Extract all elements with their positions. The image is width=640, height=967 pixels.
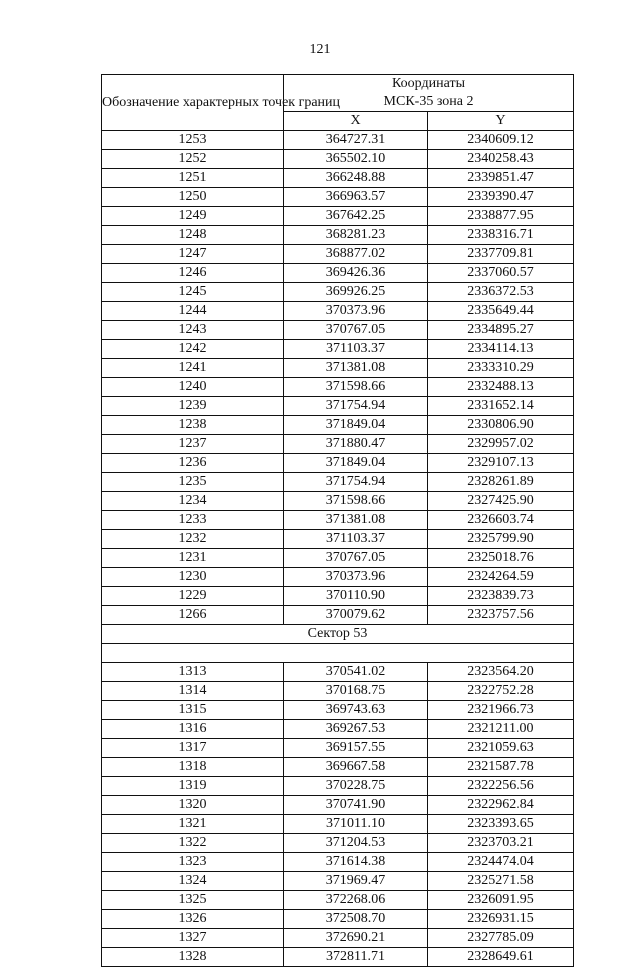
- table-row: [102, 815, 574, 834]
- x-value: 369667.58: [284, 758, 428, 777]
- x-value: 371204.53: [284, 834, 428, 853]
- y-value: 2326603.74: [428, 511, 574, 530]
- y-value: 2337709.81: [428, 245, 574, 264]
- y-value: 2321059.63: [428, 739, 574, 758]
- table-row: [102, 321, 574, 340]
- table-row: [102, 834, 574, 853]
- point-number: 1229: [102, 587, 284, 606]
- x-value: 371598.66: [284, 492, 428, 511]
- y-header: Y: [428, 112, 574, 131]
- x-value: 371969.47: [284, 872, 428, 891]
- x-value: 370373.96: [284, 302, 428, 321]
- table-row: [102, 739, 574, 758]
- y-value: 2322752.28: [428, 682, 574, 701]
- y-value: 2340609.12: [428, 131, 574, 150]
- table-row: [102, 587, 574, 606]
- point-number: 1233: [102, 511, 284, 530]
- y-value: 2333310.29: [428, 359, 574, 378]
- table-row: [102, 777, 574, 796]
- x-value: 365502.10: [284, 150, 428, 169]
- x-value: 371381.08: [284, 359, 428, 378]
- point-label-header: Обозначение характерных точек границ: [102, 75, 284, 131]
- table-row: [102, 511, 574, 530]
- point-number: 1247: [102, 245, 284, 264]
- y-value: 2329107.13: [428, 454, 574, 473]
- point-number: 1239: [102, 397, 284, 416]
- table-row: [102, 910, 574, 929]
- y-value: 2325271.58: [428, 872, 574, 891]
- y-value: 2327425.90: [428, 492, 574, 511]
- table-row: [102, 397, 574, 416]
- x-value: 371754.94: [284, 473, 428, 492]
- table-row: [102, 720, 574, 739]
- table-row: [102, 131, 574, 150]
- point-number: 1232: [102, 530, 284, 549]
- y-value: 2329957.02: [428, 435, 574, 454]
- y-value: 2335649.44: [428, 302, 574, 321]
- point-number: 1328: [102, 948, 284, 967]
- y-value: 2326931.15: [428, 910, 574, 929]
- x-value: 370767.05: [284, 321, 428, 340]
- table-row: [102, 340, 574, 359]
- table-body-part1: [102, 131, 574, 625]
- x-value: 370541.02: [284, 663, 428, 682]
- y-value: 2336372.53: [428, 283, 574, 302]
- x-header: X: [284, 112, 428, 131]
- y-value: 2331652.14: [428, 397, 574, 416]
- table-row: [102, 302, 574, 321]
- point-number: 1230: [102, 568, 284, 587]
- point-number: 1231: [102, 549, 284, 568]
- y-value: 2328261.89: [428, 473, 574, 492]
- table-row: [102, 169, 574, 188]
- section-label: Сектор 53: [102, 625, 574, 644]
- y-value: 2321587.78: [428, 758, 574, 777]
- y-value: 2321211.00: [428, 720, 574, 739]
- x-value: 372690.21: [284, 929, 428, 948]
- table-row: [102, 492, 574, 511]
- point-number: 1327: [102, 929, 284, 948]
- y-value: 2324474.04: [428, 853, 574, 872]
- page-number: 121: [309, 42, 331, 57]
- point-number: 1316: [102, 720, 284, 739]
- point-number: 1319: [102, 777, 284, 796]
- y-value: 2339851.47: [428, 169, 574, 188]
- empty-cell: [102, 644, 574, 663]
- point-number: 1324: [102, 872, 284, 891]
- point-number: 1235: [102, 473, 284, 492]
- coordinates-title: Координаты: [392, 76, 465, 91]
- x-value: 371849.04: [284, 416, 428, 435]
- table-row: [102, 948, 574, 967]
- x-value: 370079.62: [284, 606, 428, 625]
- x-value: 372268.06: [284, 891, 428, 910]
- table-row: [102, 264, 574, 283]
- x-value: 371849.04: [284, 454, 428, 473]
- point-number: 1244: [102, 302, 284, 321]
- x-value: 370741.90: [284, 796, 428, 815]
- section-row: [102, 625, 574, 644]
- table-row: [102, 245, 574, 264]
- x-value: 370373.96: [284, 568, 428, 587]
- y-value: 2322962.84: [428, 796, 574, 815]
- table-row: [102, 283, 574, 302]
- y-value: 2325018.76: [428, 549, 574, 568]
- table-row: [102, 435, 574, 454]
- table-row: [102, 150, 574, 169]
- point-number: 1315: [102, 701, 284, 720]
- x-value: 366248.88: [284, 169, 428, 188]
- empty-row: [102, 644, 574, 663]
- point-number: 1322: [102, 834, 284, 853]
- table-row: [102, 530, 574, 549]
- y-value: 2322256.56: [428, 777, 574, 796]
- point-number: 1248: [102, 226, 284, 245]
- x-value: 368877.02: [284, 245, 428, 264]
- y-value: 2340258.43: [428, 150, 574, 169]
- table-row: [102, 226, 574, 245]
- point-number: 1252: [102, 150, 284, 169]
- y-value: 2330806.90: [428, 416, 574, 435]
- x-value: 369157.55: [284, 739, 428, 758]
- point-number: 1245: [102, 283, 284, 302]
- table-row: [102, 568, 574, 587]
- table-row: [102, 416, 574, 435]
- point-number: 1325: [102, 891, 284, 910]
- table-row: [102, 701, 574, 720]
- y-value: 2321966.73: [428, 701, 574, 720]
- coordinate-system: МСК-35 зона 2: [383, 94, 474, 109]
- point-number: 1317: [102, 739, 284, 758]
- table-row: [102, 378, 574, 397]
- x-value: 370168.75: [284, 682, 428, 701]
- y-value: 2338877.95: [428, 207, 574, 226]
- point-number: 1251: [102, 169, 284, 188]
- x-value: 370767.05: [284, 549, 428, 568]
- x-value: 366963.57: [284, 188, 428, 207]
- table-row: [102, 796, 574, 815]
- point-number: 1238: [102, 416, 284, 435]
- x-value: 371598.66: [284, 378, 428, 397]
- x-value: 369267.53: [284, 720, 428, 739]
- x-value: 371103.37: [284, 530, 428, 549]
- point-number: 1314: [102, 682, 284, 701]
- y-value: 2323839.73: [428, 587, 574, 606]
- y-value: 2323703.21: [428, 834, 574, 853]
- table-row: [102, 549, 574, 568]
- y-value: 2332488.13: [428, 378, 574, 397]
- y-value: 2323564.20: [428, 663, 574, 682]
- table-row: [102, 188, 574, 207]
- point-number: 1242: [102, 340, 284, 359]
- section-row-group: [102, 625, 574, 663]
- point-number: 1321: [102, 815, 284, 834]
- x-value: 371614.38: [284, 853, 428, 872]
- y-value: 2327785.09: [428, 929, 574, 948]
- x-value: 369926.25: [284, 283, 428, 302]
- coordinates-table: [101, 74, 574, 967]
- point-number: 1253: [102, 131, 284, 150]
- point-number: 1249: [102, 207, 284, 226]
- table-row: [102, 872, 574, 891]
- x-value: 371011.10: [284, 815, 428, 834]
- y-value: 2324264.59: [428, 568, 574, 587]
- y-value: 2325799.90: [428, 530, 574, 549]
- point-number: 1234: [102, 492, 284, 511]
- x-value: 371381.08: [284, 511, 428, 530]
- x-value: 364727.31: [284, 131, 428, 150]
- table-row: [102, 929, 574, 948]
- table-row: [102, 853, 574, 872]
- y-value: 2326091.95: [428, 891, 574, 910]
- x-value: 370110.90: [284, 587, 428, 606]
- x-value: 368281.23: [284, 226, 428, 245]
- table-row: [102, 891, 574, 910]
- point-number: 1243: [102, 321, 284, 340]
- y-value: 2323757.56: [428, 606, 574, 625]
- y-value: 2338316.71: [428, 226, 574, 245]
- table-row: [102, 682, 574, 701]
- x-value: 369426.36: [284, 264, 428, 283]
- y-value: 2334114.13: [428, 340, 574, 359]
- point-number: 1326: [102, 910, 284, 929]
- point-number: 1318: [102, 758, 284, 777]
- x-value: 372811.71: [284, 948, 428, 967]
- y-value: 2337060.57: [428, 264, 574, 283]
- x-value: 369743.63: [284, 701, 428, 720]
- table-row: [102, 758, 574, 777]
- point-number: 1236: [102, 454, 284, 473]
- point-number: 1313: [102, 663, 284, 682]
- x-value: 371880.47: [284, 435, 428, 454]
- point-number: 1250: [102, 188, 284, 207]
- table-row: [102, 663, 574, 682]
- point-number: 1237: [102, 435, 284, 454]
- point-number: 1320: [102, 796, 284, 815]
- x-value: 367642.25: [284, 207, 428, 226]
- point-number: 1323: [102, 853, 284, 872]
- y-value: 2328649.61: [428, 948, 574, 967]
- x-value: 371754.94: [284, 397, 428, 416]
- y-value: 2339390.47: [428, 188, 574, 207]
- x-value: 372508.70: [284, 910, 428, 929]
- y-value: 2323393.65: [428, 815, 574, 834]
- table-row: [102, 207, 574, 226]
- table-row: [102, 454, 574, 473]
- x-value: 371103.37: [284, 340, 428, 359]
- point-number: 1240: [102, 378, 284, 397]
- table-row: [102, 473, 574, 492]
- point-number: 1266: [102, 606, 284, 625]
- table-row: [102, 359, 574, 378]
- table-row: [102, 606, 574, 625]
- table-body-part2: [102, 663, 574, 967]
- point-number: 1246: [102, 264, 284, 283]
- y-value: 2334895.27: [428, 321, 574, 340]
- x-value: 370228.75: [284, 777, 428, 796]
- point-number: 1241: [102, 359, 284, 378]
